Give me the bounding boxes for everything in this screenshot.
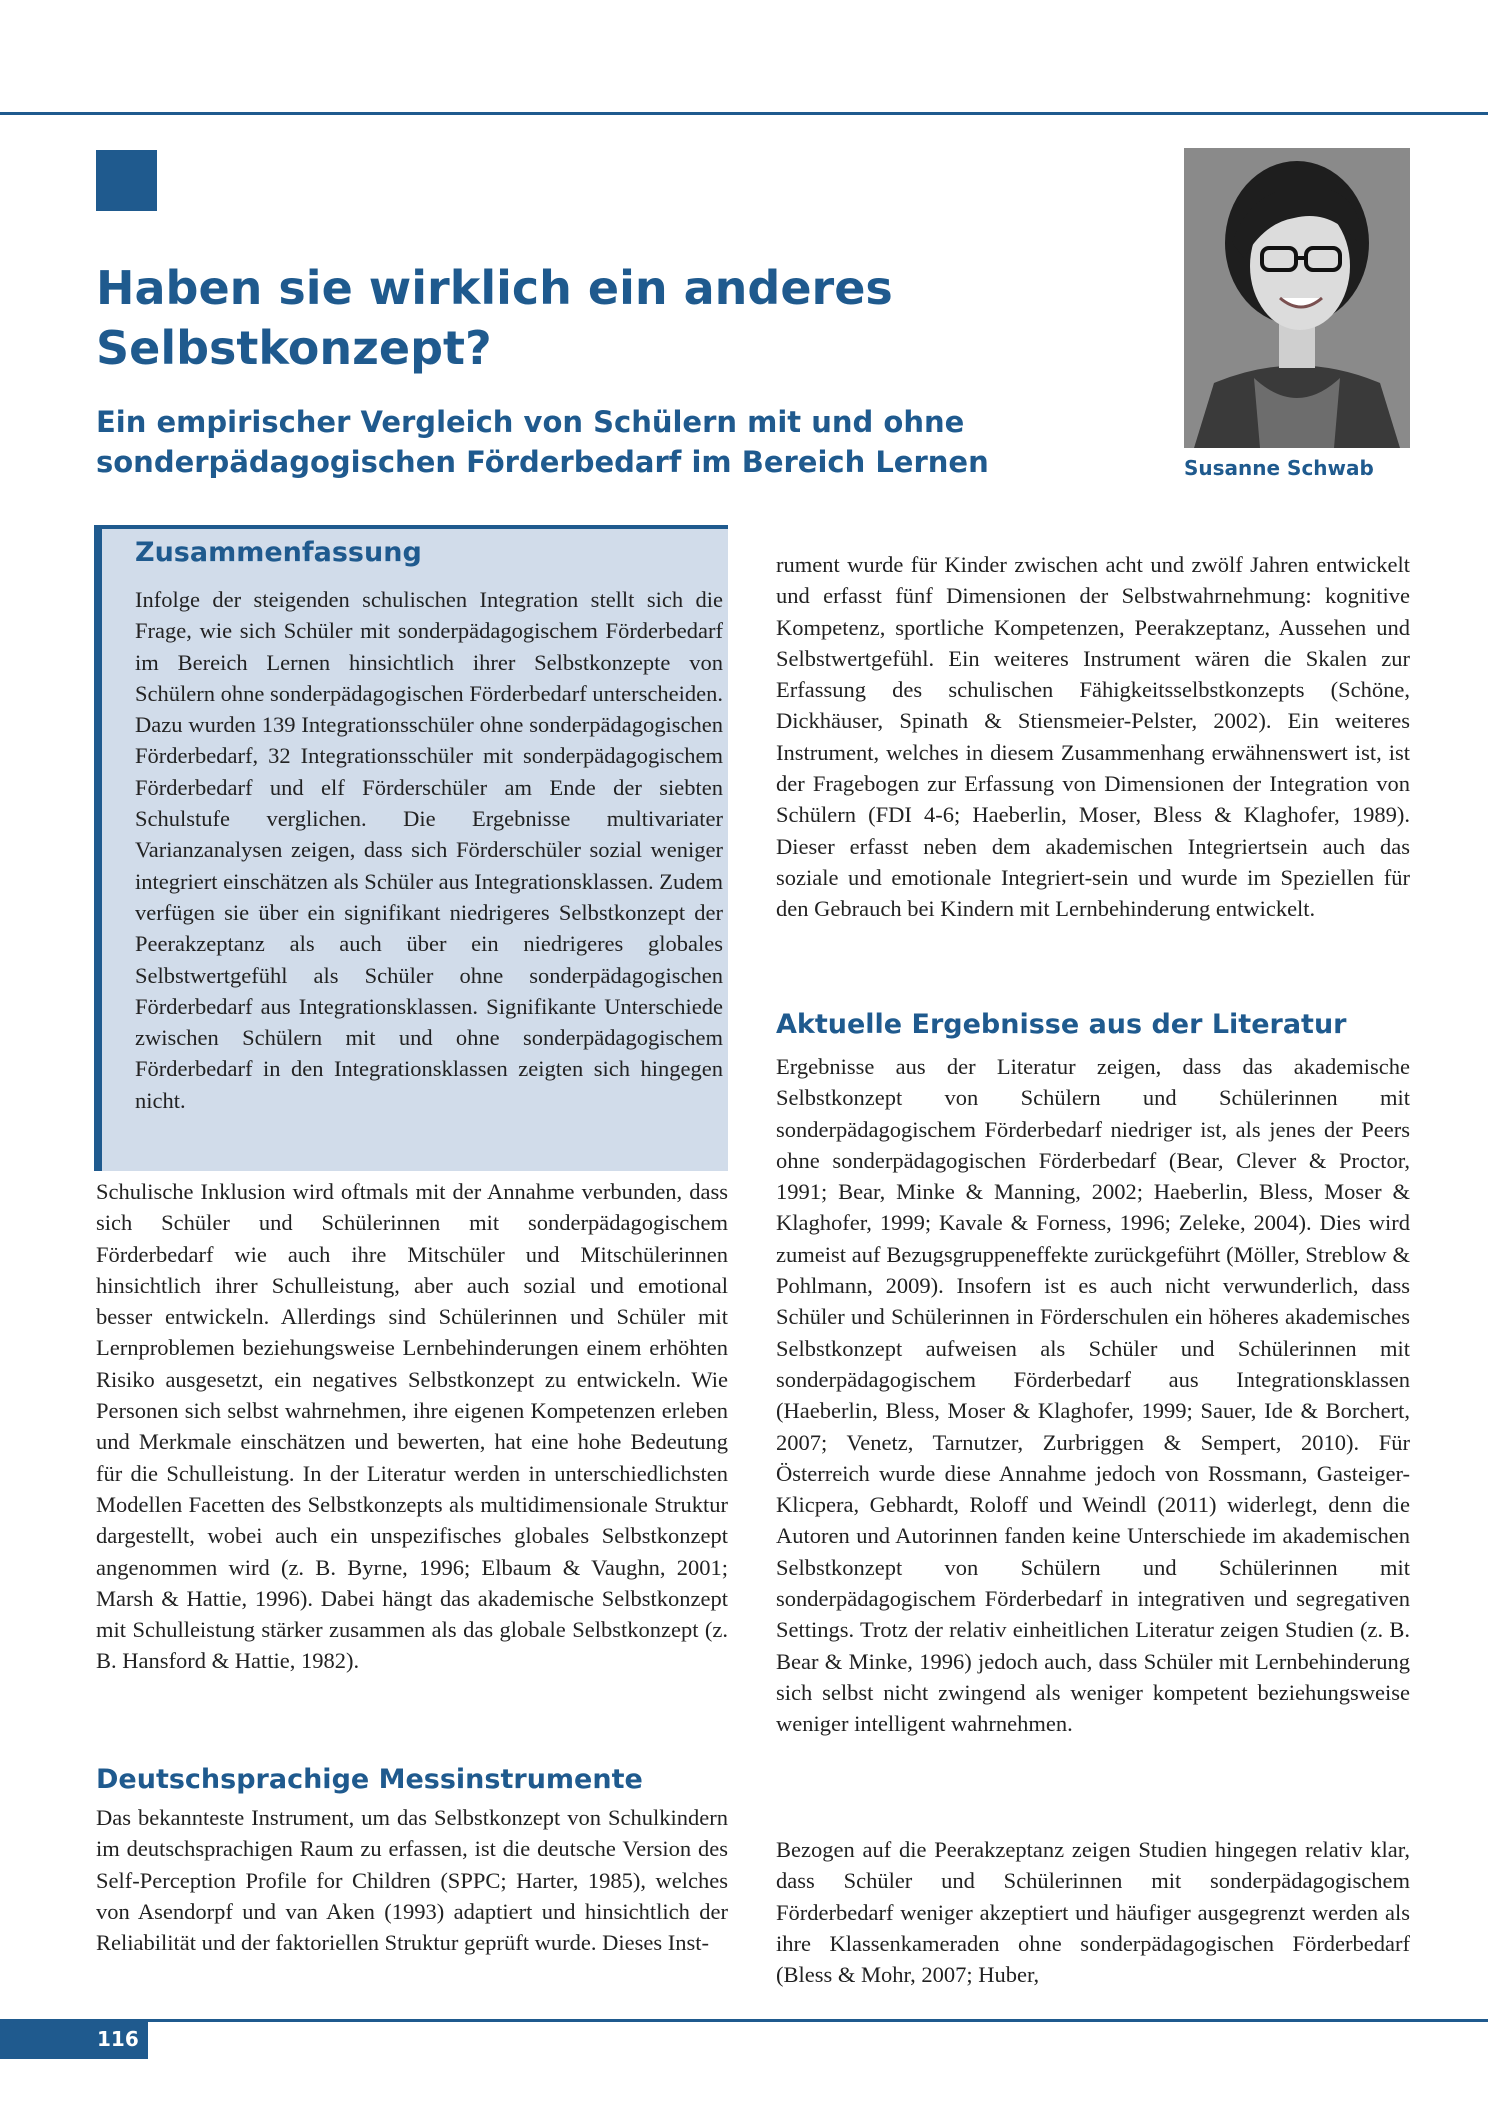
- abstract-heading: Zusammenfassung: [135, 537, 422, 568]
- right-column-continuation: rument wurde für Kinder zwischen acht und zwölf Jahren entwickelt und erfasst fünf Dimensionen der Selbstwahrnehmung: kognitive Kompetenz, sportliche Kompetenzen, Peerakzeptanz, Aussehen und Selbstwertgefühl. Ein weiteres Instrument wären die Skalen zur Erfassung des schulischen Fähigkeitsselbstkonzepts (Schöne, Dickhäuser, Spinath & Stiensmeier-Pelster, 2002). Ein weiteres Instrument, welches in diesem Zusammenhang erwähnenswert ist, ist der Fragebogen zur Erfassung von Dimensionen der Integration von Schülern (FDI 4-6; Haeberlin, Moser, Bless & Klaghofer, 1989). Dieser erfasst neben dem akademischen Integriertsein auch das soziale und emotionale Integriert-sein und wurde im Speziellen für den Gebrauch bei Kindern mit Lernbehinderung entwickelt.: [776, 552, 1410, 922]
- messinstrumente-paragraph: Das bekannteste Instrument, um das Selbstkonzept von Schulkindern im deutschsprachigen Raum zu erfassen, ist die deutsche Version des Self-Perception Profile for Children (SPPC; Harter, 1985), welches von Asendorpf und van Aken (1993) adaptiert und hinsichtlich der Reliabilität und der faktoriellen Struktur geprüft wurde. Dieses Inst-: [96, 1805, 728, 1956]
- section-heading-ergebnisse: Aktuelle Ergebnisse aus der Literatur: [776, 1009, 1347, 1040]
- ergebnisse-paragraph: Ergebnisse aus der Literatur zeigen, dass das akademische Selbstkonzept von Schülern und Schülerinnen mit sonderpädagogischem Förderbedarf niedriger ist, als jenes der Peers ohne sonderpädagogischen Förderbedarf (Bear, Clever & Proctor, 1991; Bear, Minke & Manning, 2002; Haeberlin, Bless, Moser & Klaghofer, 1999; Kavale & Forness, 1996; Zeleke, 2004). Dies wird zumeist auf Bezugsgruppeneffekte zurückgeführt (Möller, Streblow & Pohlmann, 2009). Insofern ist es auch nicht verwunderlich, dass Schüler und Schülerinnen in Förderschulen ein höheres akademisches Selbstkonzept aufweisen als Schüler und Schülerinnen mit sonderpädagogischem Förderbedarf aus Integrationsklassen (Haeberlin, Bless, Moser & Klaghofer, 1999; Sauer, Ide & Borchert, 2007; Venetz, Tarnutzer, Zurbriggen & Sempert, 2010). Für Österreich wurde diese Annahme jedoch von Rossmann, Gasteiger-Klicpera, Gebhardt, Roloff und Weindl (2011) widerlegt, denn die Autoren und Autorinnen fanden keine Unterschiede im akademischen Selbstkonzept von Schülern und Schülerinnen mit sonderpädagogischem Förderbedarf in integrativen und segregativen Settings. Trotz der relativ einheitlichen Literatur zeigen Studien (z. B. Bear & Minke, 1996) jedoch auch, dass Schüler mit Lernbehinderung sich selbst nicht zwingend als weniger kompetent beziehungsweise weniger intelligent wahrnehmen.: [776, 1054, 1410, 1737]
- intro-paragraph: Schulische Inklusion wird oftmals mit der Annahme verbunden, dass sich Schüler und Schülerinnen mit sonderpädagogischem Förderbedarf wie auch ihre Mitschüler und Mitschülerinnen hinsichtlich ihrer Schulleistung, aber auch sozial und emotional besser entwickeln. Allerdings sind Schülerinnen und Schüler mit Lernproblemen beziehungsweise Lernbehinderungen einem erhöhten Risiko ausgesetzt, ein negatives Selbstkonzept zu entwickeln. Wie Personen sich selbst wahrnehmen, ihre eigenen Kompetenzen erleben und Merkmale einschätzen und bewerten, hat eine hohe Bedeutung für die Schulleistung. In der Literatur werden in unterschiedlichsten Modellen Facetten des Selbstkonzepts als multidimensionale Struktur dargestellt, wobei auch ein unspezifisches globales Selbstkonzept angenommen wird (z. B. Byrne, 1996; Elbaum & Vaughn, 2001; Marsh & Hattie, 1996). Dabei hängt das akademische Selbstkonzept mit Schulleistung stärker zusammen als das globale Selbstkonzept (z. B. Hansford & Hattie, 1982).: [96, 1179, 728, 1674]
- author-photo: [1184, 148, 1410, 448]
- author-name: Susanne Schwab: [1184, 456, 1374, 480]
- article-subtitle: Ein empirischer Vergleich von Schülern mit und ohne sonderpädagogischen Förderbedarf im Bereich Lernen: [96, 405, 989, 479]
- section-heading-messinstrumente: Deutschsprachige Messinstrumente: [96, 1764, 643, 1795]
- abstract-text: Infolge der steigenden schulischen Integration stellt sich die Frage, wie sich Schüler mit sonderpädagogischem Förderbedarf im Bereich Lernen hinsichtlich ihrer Selbstkonzepte von Schülern ohne sonderpädagogischen Förderbedarf unterscheiden. Dazu wurden 139 Integrationsschüler ohne sonderpädagogischen Förderbedarf, 32 Integrationsschüler mit sonderpädagogischem Förderbedarf und elf Förderschüler am Ende der siebten Schulstufe verglichen. Die Ergebnisse multivariater Varianzanalysen zeigen, dass sich Förderschüler sozial weniger integriert einschätzen als Schüler aus Integrationsklassen. Zudem verfügen sie über ein signifikant niedrigeres Selbstkonzept der Peerakzeptanz als auch über ein niedrigeres globales Selbstwertgefühl als Schüler ohne sonderpädagogischen Förderbedarf aus Integrationsklassen. Signifikante Unterschiede zwischen Schülern mit und ohne sonderpädagogischem Förderbedarf in den Integrationsklassen zeigten sich hingegen nicht.: [135, 587, 723, 1113]
- peerakzeptanz-paragraph: Bezogen auf die Peerakzeptanz zeigen Studien hingegen relativ klar, dass Schüler und Schülerinnen mit sonderpädagogischem Förderbedarf weniger akzeptiert und häufiger ausgegrenzt werden als ihre Klassenkameraden ohne sonderpädagogischen Förderbedarf (Bless & Mohr, 2007; Huber,: [776, 1837, 1410, 1988]
- decorative-square: [96, 150, 157, 211]
- author-portrait-image: [1184, 148, 1410, 448]
- article-title: Haben sie wirklich ein anderes Selbstkonzept?: [96, 261, 893, 375]
- page-number: 116: [0, 2019, 148, 2059]
- abstract-box: [94, 525, 728, 1171]
- top-rule: [0, 112, 1488, 115]
- bottom-rule: [0, 2019, 1488, 2022]
